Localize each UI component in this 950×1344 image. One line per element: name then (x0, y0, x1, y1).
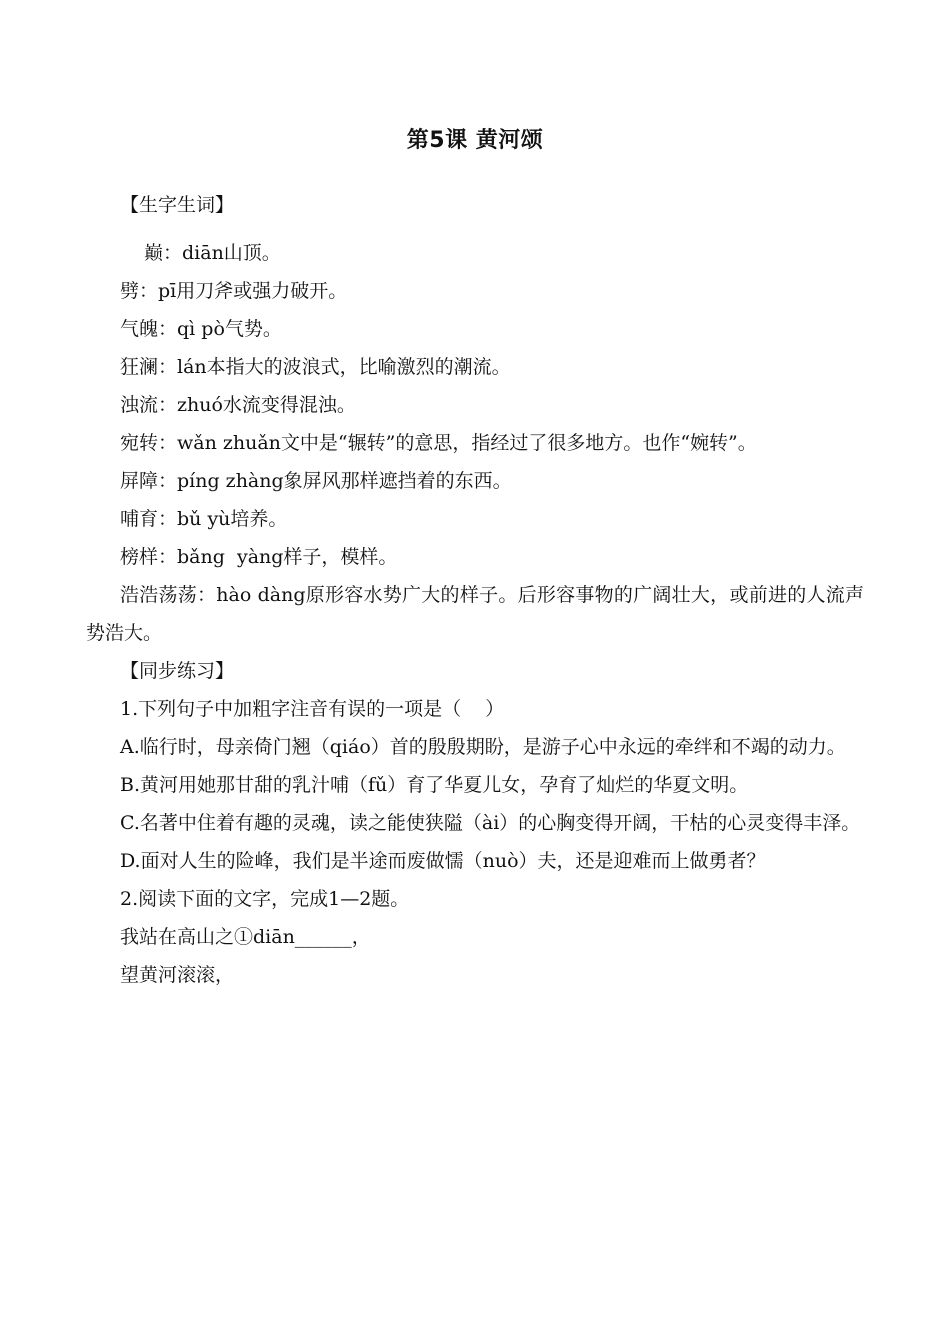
question-1-option-a: A.临行时，母亲倚门翘（qiáo）首的殷殷期盼，是游子心中永远的牵绊和不竭的动力。 (120, 736, 846, 758)
vocab-item: 劈：pī用刀斧或强力破开。 (120, 280, 348, 302)
question-1-option-c: C.名著中住着有趣的灵魂，读之能使狭隘（ài）的心胸变得开阔，干枯的心灵变得丰泽。 (120, 812, 861, 834)
question-2-stem: 2.阅读下面的文字，完成1—2题。 (120, 888, 410, 910)
page-title: 第5课 黄河颂 (406, 128, 544, 153)
vocab-item: 巅：diān山顶。 (144, 242, 281, 264)
vocab-item: 狂澜：lán本指大的波浪式，比喻激烈的潮流。 (120, 356, 511, 378)
exercise-heading: 【同步练习】 (120, 660, 235, 682)
vocab-item: 浊流：zhuó水流变得混浊。 (120, 394, 356, 416)
vocab-item: 哺育：bǔ yù培养。 (120, 508, 288, 530)
vocab-item: 榜样：bǎng yàng样子，模样。 (120, 546, 398, 568)
vocab-item: 宛转：wǎn zhuǎn文中是“辗转”的意思，指经过了很多地方。也作“婉转”。 (120, 432, 757, 454)
vocab-heading: 【生字生词】 (120, 194, 235, 216)
poem-line: 我站在高山之①diān______， (120, 926, 371, 948)
question-1-stem: 1.下列句子中加粗字注音有误的一项是（ ） (120, 698, 505, 720)
vocab-item: 气魄：qì pò气势。 (120, 318, 282, 340)
question-1-option-d: D.面对人生的险峰，我们是半途而废做懦（nuò）夫，还是迎难而上做勇者？ (120, 850, 766, 872)
poem-line: 望黄河滚滚， (120, 964, 235, 986)
question-1-option-b: B.黄河用她那甘甜的乳汁哺（fǔ）育了华夏儿女，孕育了灿烂的华夏文明。 (120, 774, 749, 796)
vocab-item: 浩浩荡荡：hào dàng原形容水势广大的样子。后形容事物的广阔壮大，或前进的人流声势浩大。 (86, 584, 864, 644)
vocab-item: 屏障：píng zhàng象屏风那样遮挡着的东西。 (120, 470, 512, 492)
document-body (86, 186, 864, 994)
